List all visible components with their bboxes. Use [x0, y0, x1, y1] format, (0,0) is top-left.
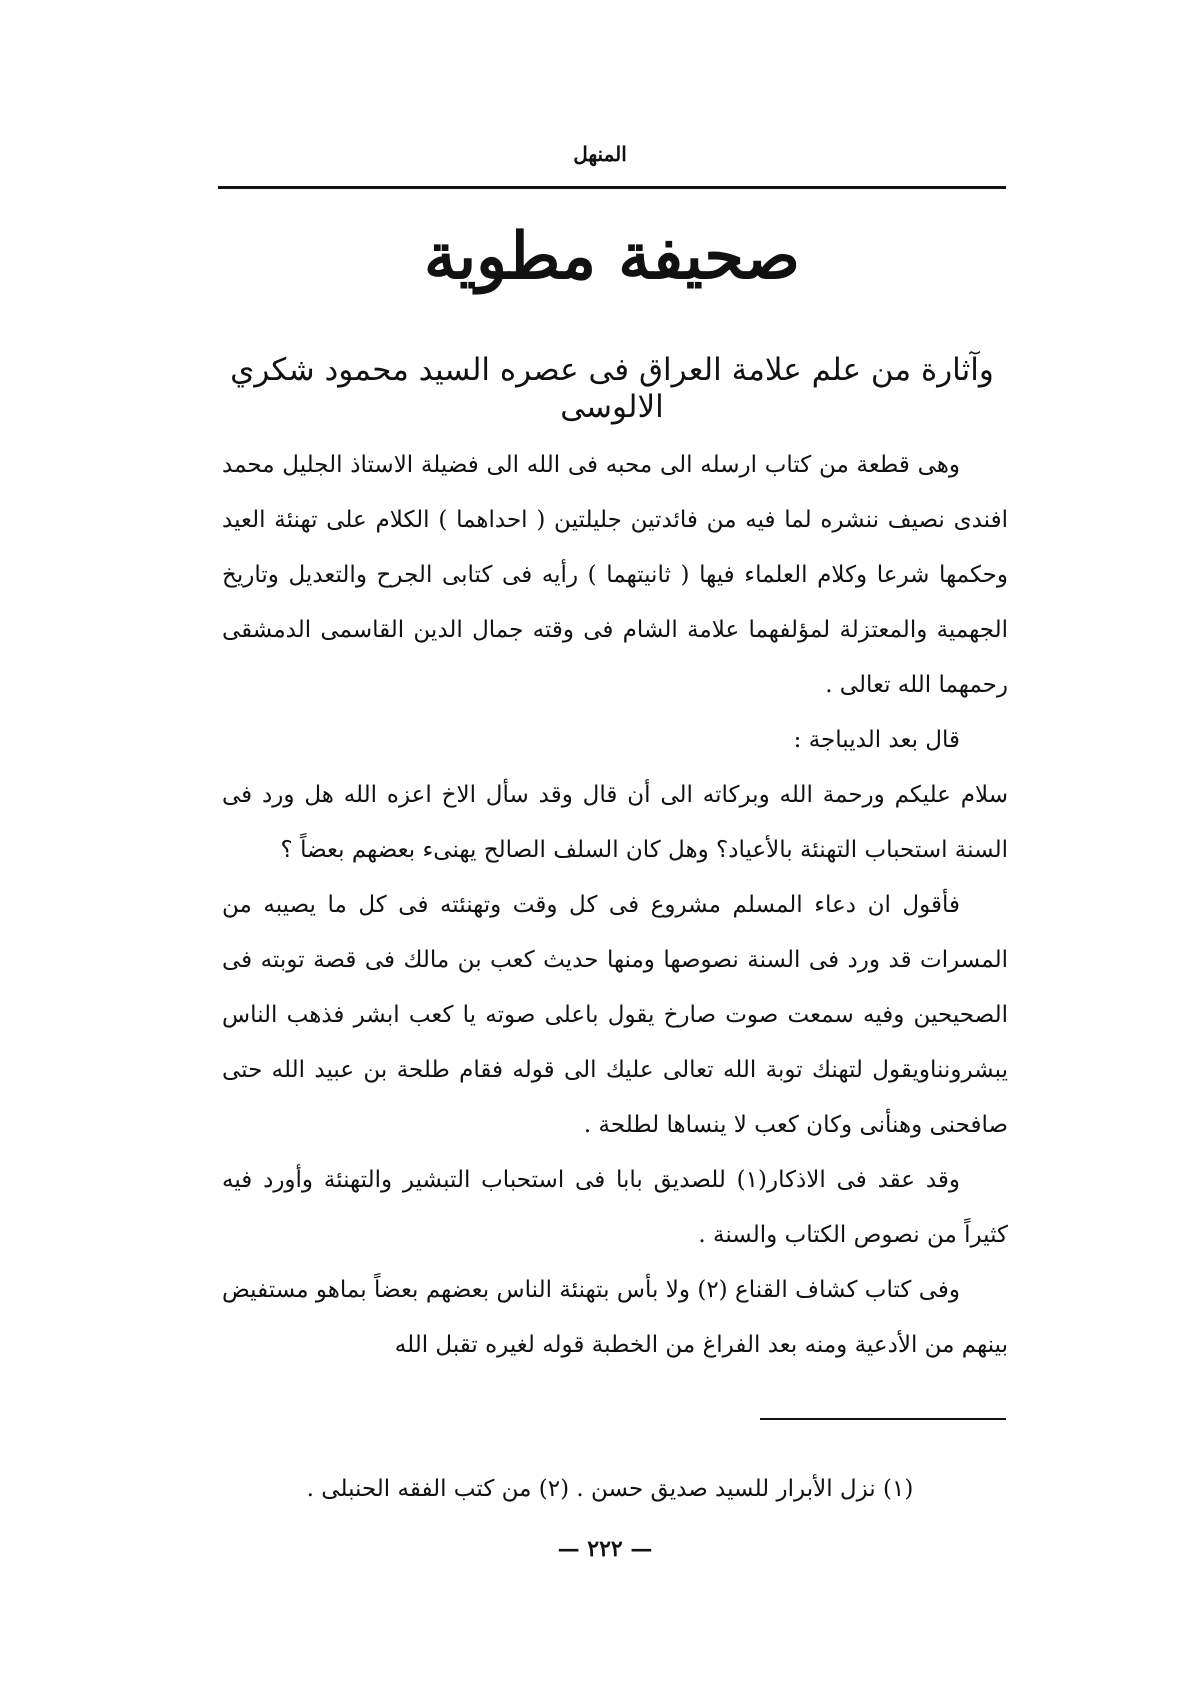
article-body	[222, 438, 1008, 1388]
footnote-divider	[760, 1418, 1006, 1420]
page-number: — ٢٢٢ —	[557, 1536, 653, 1562]
footnotes: (١) نزل الأبرار للسيد صديق حسن . (٢) من كتب الفقه الحنبلى .	[306, 1476, 914, 1502]
paragraph-kashshaf: وفى كتاب كشاف القناع (٢) ولا بأس بتهنئة الناس بعضهم بعضاً بماهو مستفيض بينهم من الأدعية ومنه بعد الفراغ من الخطبة قوله لغيره تقبل الله	[222, 1277, 1008, 1358]
paragraph-intro: وهى قطعة من كتاب ارسله الى محبه فى الله الى فضيلة الاستاذ الجليل محمد افندى نصيف ننشره لما فيه من فائدتين جليلتين ( احداهما ) الكلام على تهنئة العيد وحكمها شرعا وكلام العلماء فيها ( ثانيتهما ) رأيه فى كتابى الجرح والتعديل وتاريخ الجهمية والمعتزلة لمؤلفهما علامة الشام فى وقته جمال الدين القاسمى الدمشقى رحمهما الله تعالى .	[222, 452, 1008, 698]
paragraph-preamble: قال بعد الديباجة :	[793, 727, 960, 753]
paragraph-adhkar: وقد عقد فى الاذكار(١) للصديق بابا فى استحباب التبشير والتهنئة وأورد فيه كثيراً من نصوص الكتاب والسنة .	[222, 1167, 1008, 1248]
paragraph-answer: فأقول ان دعاء المسلم مشروع فى كل وقت وتهنئته فى كل ما يصيبه من المسرات قد ورد فى السنة نصوصها ومنها حديث كعب بن مالك فى قصة توبته فى الصحيحين وفيه سمعت صوت صارخ يقول باعلى صوته يا كعب ابشر فذهب الناس يبشرونناويقول لتهنك توبة الله تعالى عليك الى قوله فقام طلحة بن عبيد الله حتى صافحنى وهنأنى وكان كعب لا ينساها لطلحة .	[222, 892, 1008, 1138]
article-subtitle: وآثارة من علم علامة العراق فى عصره السيد محمود شكري الالوسى	[230, 352, 994, 426]
article-title: صحيفة مطوية	[424, 219, 800, 294]
paragraph-greeting: سلام عليكم ورحمة الله وبركاته الى أن قال وقد سأل الاخ اعزه الله هل ورد فى السنة استحباب التهنئة بالأعياد؟ وهل كان السلف الصالح يهنىء بعضهم بعضاً ؟	[222, 782, 1008, 863]
running-header: المنهل	[573, 142, 627, 166]
header-divider	[218, 186, 1006, 189]
